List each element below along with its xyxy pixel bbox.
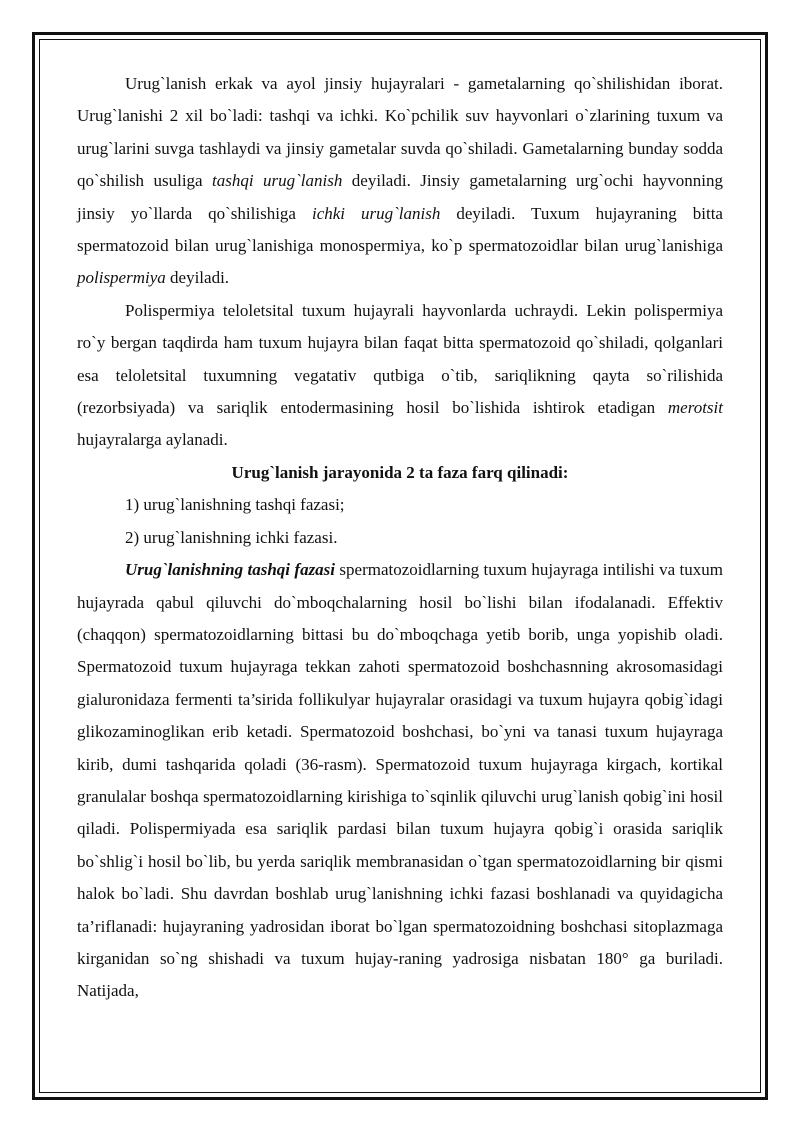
section-heading: Urug`lanish jarayonida 2 ta faza farq qilinadi: bbox=[231, 462, 569, 482]
text-run: Polispermiya teloletsital tuxum hujayrali hayvonlarda uchraydi. Lekin polispermiya ro`y bergan taqdirda ham tuxum hujayra bilan faqat bitta spermatozoid qo`shiladi, qolganlari esa teloletsital tuxumning vegatativ qutbiga o`tib, sariqlikning qayta so`rilishida (rezorbsiyada) va sariqlik entodermasining hosil bo`lishida ishtirok etadigan bbox=[77, 300, 723, 418]
document-body bbox=[77, 68, 723, 1008]
text-run: deyiladi. Tuxum hujayraning bitta spermatozoid bilan urug`lanishiga monospermiya, ko`p spermatozoidlar bilan urug`lanishiga bbox=[77, 203, 723, 256]
text-run: hujayralarga aylanadi. bbox=[77, 430, 228, 450]
term-polyspermy: polispermiya bbox=[77, 268, 166, 288]
term-merocyte: merotsit bbox=[667, 398, 723, 418]
term-external-fertilization: tashqi urug`lanish bbox=[212, 171, 343, 191]
term-external-phase: Urug`lanishning tashqi fazasi bbox=[125, 560, 336, 580]
term-internal-fertilization: ichki urug`lanish bbox=[311, 203, 441, 223]
paragraph-polyspermy bbox=[77, 295, 723, 457]
text-run: deyiladi. Jinsiy gametalarning urg`ochi hayvonning jinsiy yo`llarda qo`shilishiga bbox=[77, 171, 723, 223]
list-item-internal-phase: 2) urug`lanishning ichki fazasi. bbox=[125, 527, 338, 547]
text-run: spermatozoidlarning tuxum hujayraga intilishi va tuxum hujayrada qabul qiluvchi do`mboqchalarning hosil bo`lishi bilan ifodalanadi. Effektiv (chaqqon) spermatozoidlarning bittasi bu do`mboqchaga yetib borib, unga yopishib oladi. Spermatozoid tuxum hujayraga tekkan zahoti spermatozoid boshchasnning akrosomasidagi gialuronidaza fermenti ta’sirida follikulyar hujayralar orasidagi va tuxum hujayra qobig`idagi glikozaminoglikan erib ketadi. Spermatozoid boshchasi, bo`yni va tanasi tuxum hujayraga kirib, dumi tashqarida qoladi (36-rasm). Spermatozoid tuxum hujayraga kirgach, kortikal granulalar boshqa spermatozoidlarning kirishiga to`sqinlik qiluvchi urug`lanish qobig`ini hosil qiladi. Polispermiyada esa sariqlik pardasi bilan tuxum hujayra qobig`i orasida sariqlik bo`shlig`i hosil bo`lib, bu yerda sariqlik membranasidan o`tgan spermatozoidlarning bir qismi halok bo`ladi. Shu davrdan boshlab urug`lanishning ichki fazasi boshlanadi va quyidagicha ta’riflanadi: hujayraning yadrosidan iborat bo`lgan spermatozoidning boshchasi sitoplazmaga kirganidan so`ng shishadi va tuxum hujay-raning yadrosiga nisbatan 180° ga buriladi. Natijada, bbox=[77, 560, 723, 1001]
text-run: Urug`lanish erkak va ayol jinsiy hujayralari - gametalarning qo`shilishidan iborat. Urug`lanishi 2 xil bo`ladi: tashqi va ichki. Ko`pchilik suv hayvonlari o`zlarining tuxum va urug`larini suvga tashlaydi va jinsiy gametalar suvda qo`shiladi. Gametalarning bunday sodda qo`shilish usuliga bbox=[77, 74, 723, 191]
paragraph-fertilization-intro bbox=[77, 68, 723, 295]
list-item-external-phase: 1) urug`lanishning tashqi fazasi; bbox=[125, 495, 345, 515]
paragraph-external-phase bbox=[77, 554, 723, 1008]
text-run: deyiladi. bbox=[165, 268, 230, 288]
